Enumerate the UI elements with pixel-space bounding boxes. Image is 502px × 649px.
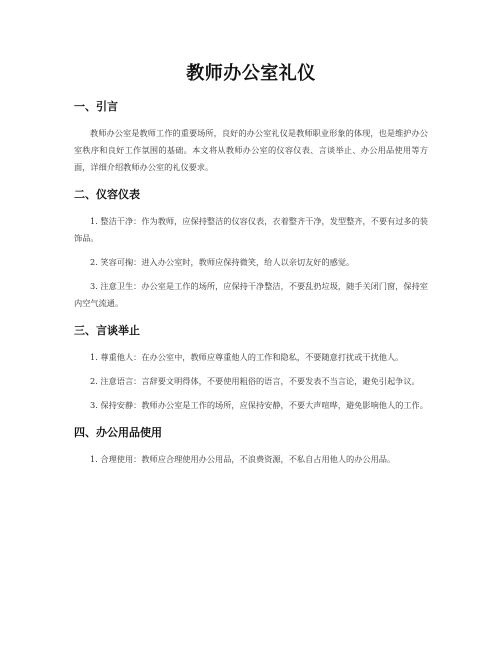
section-heading-intro: 一、引言 [74,100,118,113]
paragraph-appearance-2: 2. 笑容可掬：进入办公室时，教师应保持微笑，给人以亲切友好的感觉。 [90,257,355,267]
document-body [74,100,428,475]
section-heading-appearance: 二、仪容仪表 [74,188,140,201]
section-heading-supplies: 四、办公用品使用 [74,426,162,439]
paragraph-conduct-1: 1. 尊重他人：在办公室中，教师应尊重他人的工作和隐私，不要随意打扰或干扰他人。 [90,352,404,362]
paragraph-conduct-3: 3. 保持安静：教师办公室是工作的场所，应保持安静，不要大声喧哗，避免影响他人的工作。 [90,400,428,410]
paragraph-intro: 教师办公室是教师工作的重要场所，良好的办公室礼仪是教师职业形象的体现，也是维护办公室秩序和良好工作氛围的基础。本文将从教师办公室的仪容仪表、言谈举止、办公用品使用等方面，详细介绍教师办公室的礼仪要求。 [74,128,428,172]
section-heading-conduct: 三、言谈举止 [74,324,140,337]
paragraph-appearance-3: 3. 注意卫生：办公室是工作的场所，应保持干净整洁，不要乱扔垃圾，随手关闭门窗，保持室内空气流通。 [74,281,428,308]
paragraph-conduct-2: 2. 注意语言：言辞要文明得体，不要使用粗俗的语言，不要发表不当言论，避免引起争议。 [90,376,420,386]
paragraph-appearance-1: 1. 整洁干净：作为教师，应保持整洁的仪容仪表，衣着整齐干净，发型整齐，不要有过多的装饰品。 [74,216,428,243]
paragraph-supplies-1: 1. 合理使用：教师应合理使用办公用品，不浪费资源，不私自占用他人的办公用品。 [90,454,396,464]
page-title: 教师办公室礼仪 [186,63,316,84]
